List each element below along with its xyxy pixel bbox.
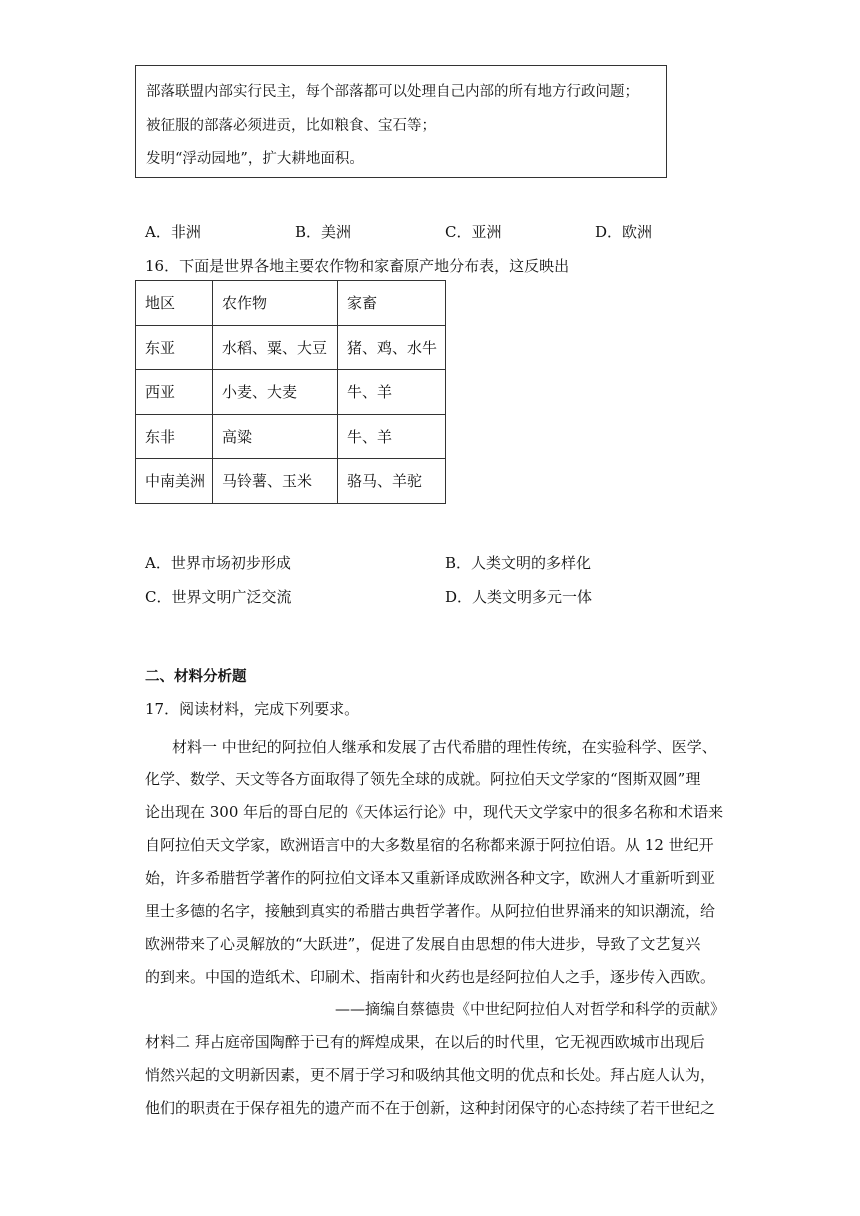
material1-source: ——摘编自蔡德贵《中世纪阿拉伯人对哲学和科学的贡献》 xyxy=(335,1000,726,1018)
table-row xyxy=(136,325,446,370)
material1-line: 里士多德的名字，接触到真实的希腊古典哲学著作。从阿拉伯世界涌来的知识潮流，给 xyxy=(145,902,716,920)
q15-option-a[interactable]: A．非洲 xyxy=(145,223,201,241)
material1-line: 欧洲带来了心灵解放的“大跃进”，促进了发展自由思想的伟大进步，导致了文艺复兴 xyxy=(145,935,701,953)
material2-line: 悄然兴起的文明新因素，更不屑于学习和吸纳其他文明的优点和长处。拜占庭人认为， xyxy=(145,1066,716,1084)
table-row xyxy=(136,370,446,415)
table-cell: 东非 xyxy=(136,414,213,459)
material1-line: 自阿拉伯天文学家，欧洲语言中的大多数星宿的名称都来源于阿拉伯语。从 12 世纪开 xyxy=(145,836,714,854)
table-cell: 骆马、羊驼 xyxy=(338,459,446,504)
box-line-2: 被征服的部落必须进贡，比如粮食、宝石等； xyxy=(146,118,436,134)
table-cell: 水稻、粟、大豆 xyxy=(213,325,338,370)
material2-line: 他们的职责在于保存祖先的遗产而不在于创新，这种封闭保守的心态持续了若干世纪之 xyxy=(145,1099,716,1117)
q15-option-d[interactable]: D．欧洲 xyxy=(595,223,653,241)
table-header-cell: 家畜 xyxy=(338,281,446,326)
table-cell: 马铃薯、玉米 xyxy=(213,459,338,504)
material1-line: 化学、数学、天文等各方面取得了领先全球的成就。阿拉伯天文学家的“图斯双圆”理 xyxy=(145,770,701,788)
q16-stem: 16．下面是世界各地主要农作物和家畜原产地分布表，这反映出 xyxy=(145,257,570,275)
table-cell: 猪、鸡、水牛 xyxy=(338,325,446,370)
table-cell: 高粱 xyxy=(213,414,338,459)
table-cell: 中南美洲 xyxy=(136,459,213,504)
material-box xyxy=(135,65,667,178)
q16-option-c[interactable]: C．世界文明广泛交流 xyxy=(145,588,292,606)
material1-line: 论出现在 300 年后的哥白尼的《天体运行论》中，现代天文学家中的很多名称和术语来 xyxy=(145,803,724,821)
table-header-cell: 农作物 xyxy=(213,281,338,326)
material2-line: 材料二 拜占庭帝国陶醉于已有的辉煌成果，在以后的时代里，它无视西欧城市出现后 xyxy=(145,1033,705,1051)
material1-line: 始，许多希腊哲学著作的阿拉伯文译本又重新译成欧洲各种文字，欧洲人才重新听到亚 xyxy=(145,869,716,887)
table-cell: 西亚 xyxy=(136,370,213,415)
table-row xyxy=(136,414,446,459)
table-header-row xyxy=(136,281,446,326)
table-cell: 东亚 xyxy=(136,325,213,370)
table-cell: 牛、羊 xyxy=(338,414,446,459)
q16-option-a[interactable]: A．世界市场初步形成 xyxy=(145,554,291,572)
box-line-3: 发明“浮动园地”，扩大耕地面积。 xyxy=(146,151,364,167)
table-row xyxy=(136,459,446,504)
table-cell: 小麦、大麦 xyxy=(213,370,338,415)
box-line-1: 部落联盟内部实行民主，每个部落都可以处理自己内部的所有地方行政问题； xyxy=(146,84,639,100)
q15-option-b[interactable]: B．美洲 xyxy=(295,223,352,241)
q17-stem: 17．阅读材料，完成下列要求。 xyxy=(145,700,360,718)
q16-option-b[interactable]: B．人类文明的多样化 xyxy=(445,554,592,572)
table-header-cell: 地区 xyxy=(136,281,213,326)
q16-option-d[interactable]: D．人类文明多元一体 xyxy=(445,588,593,606)
material1-line: 的到来。中国的造纸术、印刷术、指南针和火药也是经阿拉伯人之手，逐步传入西欧。 xyxy=(145,968,716,986)
material1-line: 材料一 中世纪的阿拉伯人继承和发展了古代希腊的理性传统，在实验科学、医学、 xyxy=(172,738,717,756)
table-cell: 牛、羊 xyxy=(338,370,446,415)
q15-option-c[interactable]: C．亚洲 xyxy=(445,223,502,241)
section-title: 二、材料分析题 xyxy=(145,669,247,685)
origin-table xyxy=(135,280,446,504)
